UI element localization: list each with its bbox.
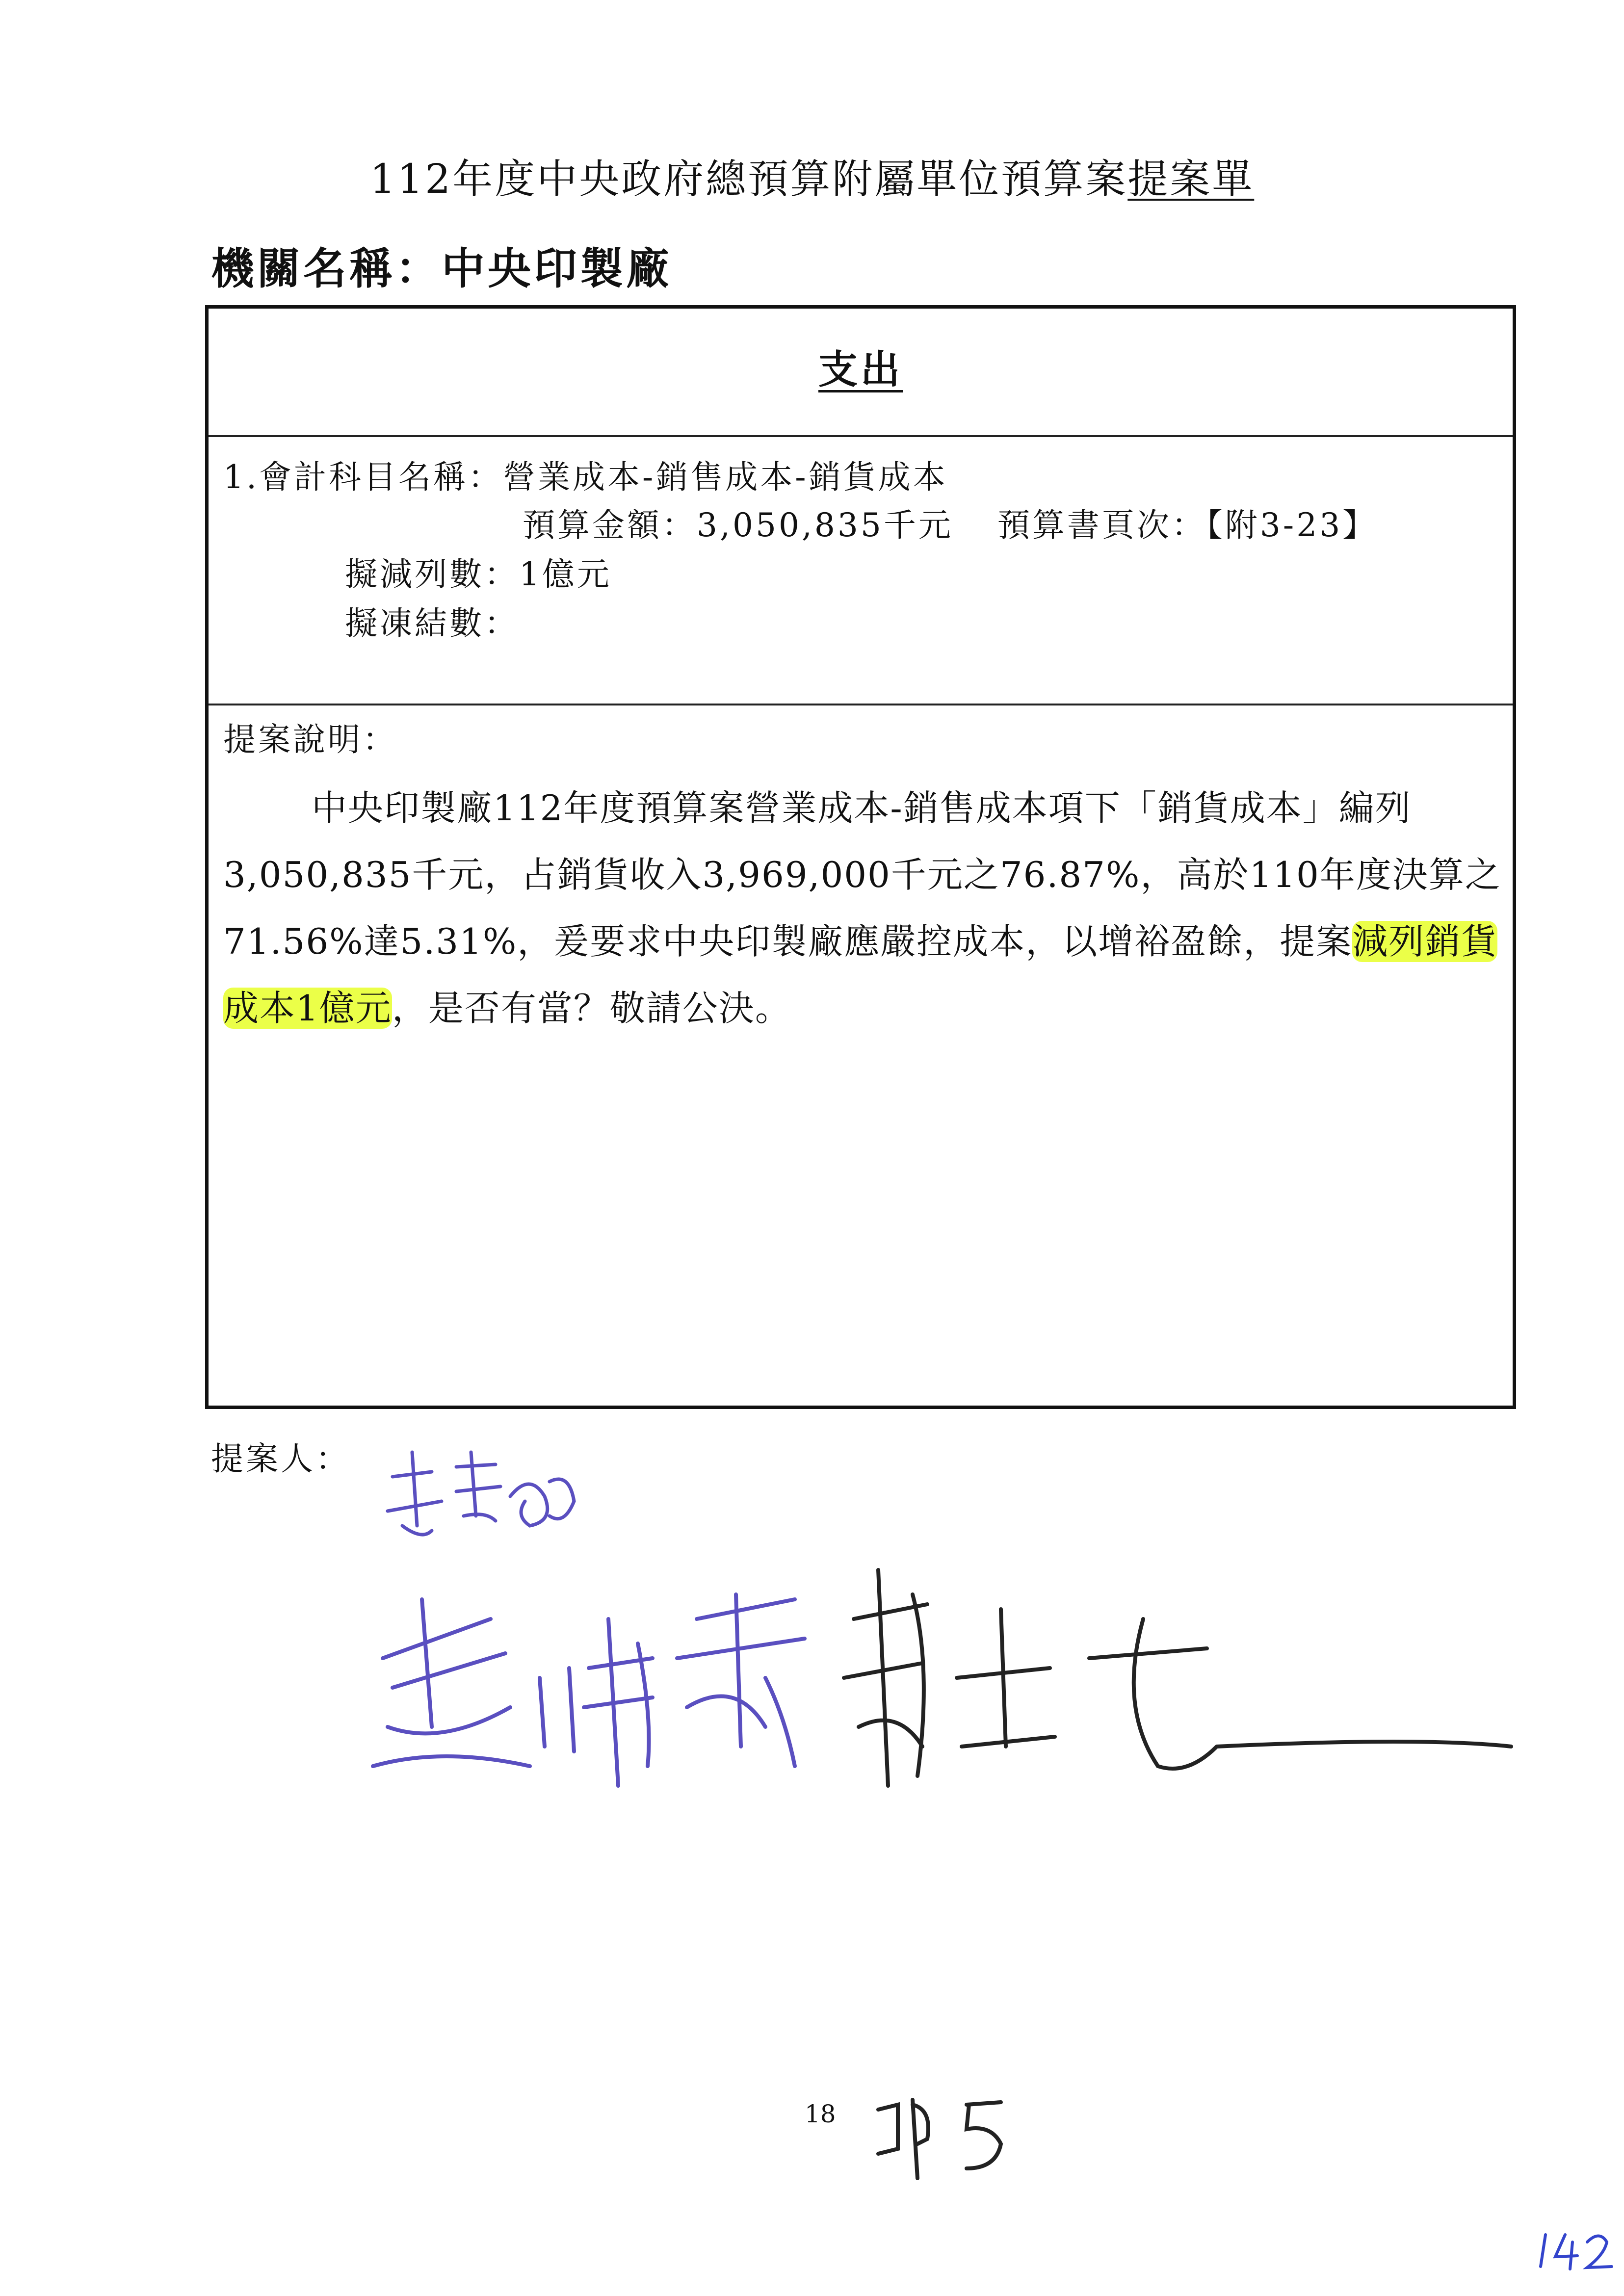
budget-page-value: 【附3-23】 <box>1206 506 1378 544</box>
explanation-line-3-text: 71.56%達5.31%，爰要求中央印製廠應嚴控成本，以增裕盈餘，提案 <box>223 921 1353 962</box>
document-title <box>0 147 1624 205</box>
proposal-form <box>205 305 1516 1409</box>
highlight-cut-phrase-part-2: 成本1億元 <box>223 988 392 1029</box>
agency-line <box>211 235 672 296</box>
account-line <box>223 451 948 497</box>
budget-amount-value: 3,050,835千元 <box>697 506 953 544</box>
agency-name: 中央印製廠 <box>442 243 673 294</box>
cut-line <box>345 548 612 595</box>
signature-3 <box>844 1570 1511 1786</box>
explanation-line-4-text: ，是否有當？敬請公決。 <box>392 988 791 1029</box>
explanation-line-4 <box>223 980 791 1031</box>
signature-2 <box>373 1594 805 1786</box>
handwritten-note-print5 <box>878 2100 1001 2178</box>
divider-top <box>209 435 1513 437</box>
account-name: 營業成本-銷售成本-銷貨成本 <box>502 458 948 496</box>
handwritten-page-142 <box>1541 2235 1612 2269</box>
budget-line <box>523 499 1377 546</box>
cut-label: 擬減列數： <box>345 555 519 593</box>
document-title-underlined: 提案單 <box>1127 156 1255 203</box>
explanation-line-3 <box>223 913 1497 964</box>
explanation-label: 提案說明： <box>223 721 397 758</box>
signature-1 <box>388 1452 574 1535</box>
cut-value: 1億元 <box>519 555 612 593</box>
section-title: 支出 <box>818 346 903 392</box>
divider-middle <box>209 704 1513 705</box>
page-number: 18 <box>805 2100 836 2128</box>
document-title-main: 112年度中央政府總預算附屬單位預算案 <box>369 156 1128 203</box>
budget-amount-label: 預算金額： <box>523 506 697 544</box>
explanation-line-1: 中央印製廠112年度預算案營業成本-銷售成本項下「銷貨成本」編列 <box>312 787 1412 829</box>
proposer-label: 提案人： <box>211 1440 350 1478</box>
freeze-line <box>345 597 519 644</box>
budget-page-label: 預算書頁次： <box>997 506 1206 544</box>
account-label: 1.會計科目名稱： <box>223 458 503 496</box>
highlight-cut-phrase-part-1: 減列銷貨 <box>1352 921 1498 962</box>
explanation-line-2: 3,050,835千元，占銷貨收入3,969,000千元之76.87%，高於110年度決算之 <box>223 854 1501 895</box>
agency-label: 機關名稱： <box>211 243 442 294</box>
freeze-label: 擬凍結數： <box>345 604 519 642</box>
